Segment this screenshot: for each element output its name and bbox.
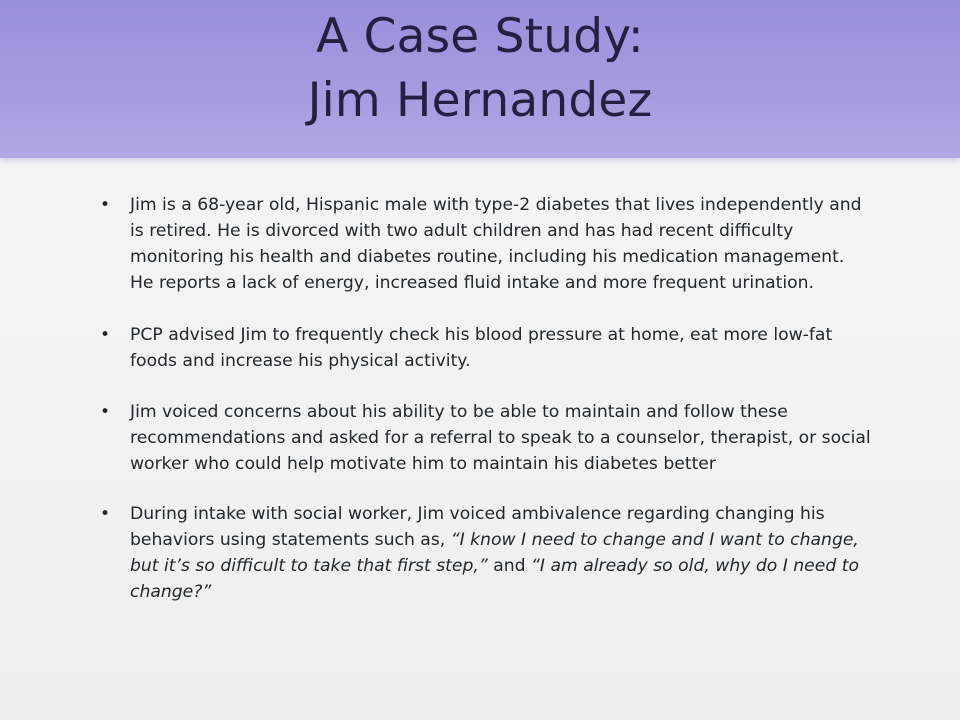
bullet-icon: •	[100, 325, 111, 345]
title-band	[0, 0, 960, 158]
slide-title	[0, 6, 960, 132]
title-line-2: Jim Hernandez	[307, 73, 653, 128]
bullet-text-intro: During intake with social worker, Jim voiced ambivalence regarding changing his behaviors using statements such as,	[130, 504, 825, 550]
bullet-item	[92, 322, 872, 374]
bullet-item	[92, 501, 872, 605]
bullet-text: Jim voiced concerns about his ability to be able to maintain and follow these recommendations and asked for a referral to speak to a counselor, therapist, or social worker who could help motivate him to maintain his diabetes better	[130, 402, 871, 474]
bullet-item	[92, 399, 872, 477]
quote-connector: and	[487, 556, 532, 576]
bullet-text: Jim is a 68-year old, Hispanic male with type-2 diabetes that lives independently and is retired. He is divorced with two adult children and has had recent difficulty monitoring his health and diabetes routine, including his medication management. He reports a lack of energy, increased fluid intake and more frequent urination.	[130, 195, 862, 293]
bullet-list	[92, 192, 872, 631]
title-line-1: A Case Study:	[316, 9, 644, 64]
quote-2: “I am already so old, why do I need to change?”	[130, 556, 859, 602]
bullet-item	[92, 192, 872, 296]
bullet-icon: •	[100, 195, 111, 215]
bullet-icon: •	[100, 504, 111, 524]
bullet-text: PCP advised Jim to frequently check his blood pressure at home, eat more low-fat foods and increase his physical activity.	[130, 325, 833, 371]
bullet-icon: •	[100, 402, 111, 422]
quote-1: “I know I need to change and I want to change, but it’s so difficult to take that first step,”	[130, 530, 859, 576]
